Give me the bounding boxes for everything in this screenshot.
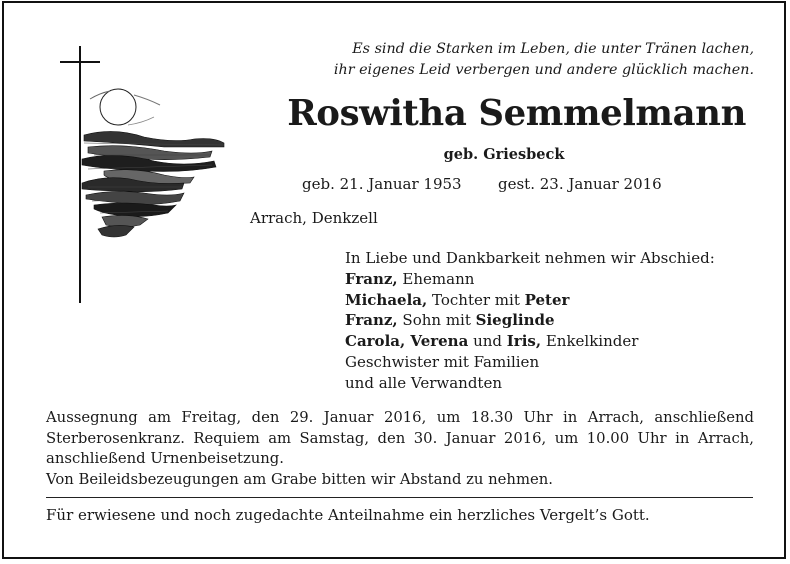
mourner-row	[345, 331, 715, 352]
cross-and-moon-landscape-illustration	[44, 43, 234, 305]
mourner-name: Peter	[524, 290, 570, 309]
mourner-name: Franz,	[345, 311, 398, 330]
residence: Arrach, Denkzell	[250, 209, 378, 227]
mourner-name: Iris,	[506, 332, 542, 351]
thanks-line: Für erwiesene und noch zugedachte Anteilnahme ein herzliches Vergelt’s Gott.	[46, 506, 650, 524]
mourner-row	[345, 290, 715, 311]
quote-line: ihr eigenes Leid verbergen und andere glücklich machen.	[333, 62, 754, 78]
death-date: gest. 23. Januar 2016	[498, 175, 662, 193]
mourner-relation: Enkelkinder	[541, 332, 639, 351]
service-notice	[46, 408, 754, 490]
mourner-relation: und	[468, 332, 507, 351]
quote-line: Es sind die Starken im Leben, die unter Tränen lachen,	[352, 41, 754, 57]
maiden-name: geb. Griesbeck	[443, 146, 565, 163]
hills-drawing	[82, 131, 224, 237]
mourner-relation: Sohn mit	[397, 311, 476, 330]
mourner-rows	[345, 269, 715, 394]
mourner-row	[345, 310, 715, 331]
mourner-name: Carola, Verena	[345, 332, 469, 351]
deceased-name: Roswitha Semmelmann	[287, 93, 746, 134]
condolence-request: Von Beileidsbezeugungen am Grabe bitten wir Abstand zu nehmen.	[46, 470, 553, 488]
mourner-relation: Ehemann	[397, 269, 475, 288]
mourner-name: Sieglinde	[475, 311, 555, 330]
cross-icon	[60, 46, 100, 303]
notice-frame	[2, 1, 786, 559]
divider	[46, 497, 753, 498]
mourner-relation: Tochter mit	[427, 290, 525, 309]
mourner-name: Franz,	[345, 269, 398, 288]
moon-icon	[90, 89, 160, 125]
mourners-list	[345, 248, 715, 394]
mourner-relation: Geschwister mit Familien	[345, 352, 540, 371]
mourner-relation: und alle Verwandten	[345, 373, 502, 392]
memorial-quote	[254, 39, 754, 81]
service-details: Aussegnung am Freitag, den 29. Januar 2016, um 18.30 Uhr in Arrach, anschließend Sterberosenkranz. Requiem am Samstag, den 30. Januar 2016, um 10.00 Uhr in Arrach, anschließend Urnenbeisetzung.	[46, 409, 754, 468]
mourners-intro: In Liebe und Dankbarkeit nehmen wir Abschied:	[345, 249, 715, 267]
birth-date: geb. 21. Januar 1953	[302, 175, 462, 193]
mourner-row	[345, 373, 715, 394]
mourner-row	[345, 352, 715, 373]
mourner-row	[345, 269, 715, 290]
mourner-name: Michaela,	[345, 290, 428, 309]
